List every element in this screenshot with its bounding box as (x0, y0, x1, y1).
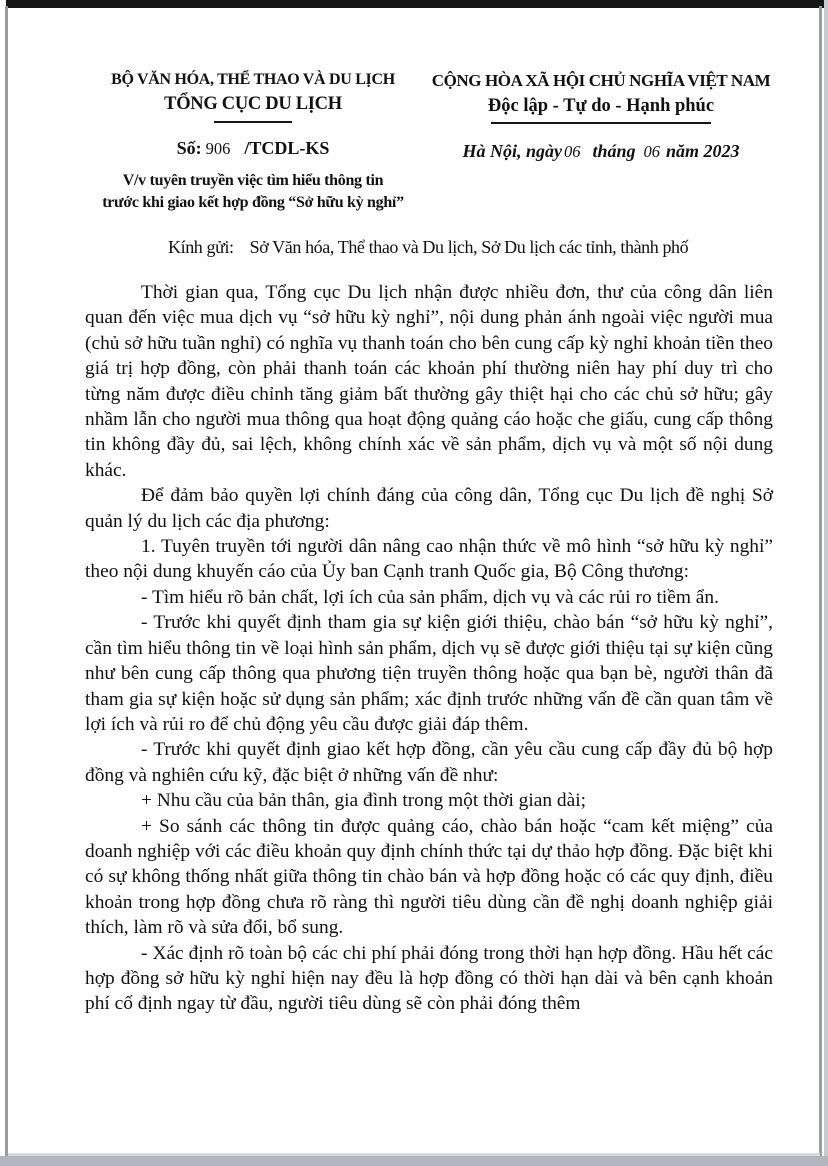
recipient-label: Kính gửi: (168, 237, 234, 257)
issuer-ministry: BỘ VĂN HÓA, THỂ THAO VÀ DU LỊCH (111, 71, 395, 88)
scan-border-bottom (0, 1156, 828, 1166)
body-paragraph: - Tìm hiểu rõ bản chất, lợi ích của sản phẩm, dịch vụ và các rủi ro tiềm ẩn. (141, 586, 719, 608)
document-number-label: Số: (176, 138, 202, 159)
document-number-suffix: /TCDL-KS (244, 138, 330, 159)
scan-border-left (5, 6, 8, 1158)
body-paragraph: + Nhu cầu của bản thân, gia đình trong một thời gian dài; (141, 790, 586, 812)
scan-border-right (819, 6, 822, 1158)
scan-border-top (6, 0, 824, 8)
recipient-value: Sở Văn hóa, Thể thao và Du lịch, Sở Du lịch các tỉnh, thành phố (249, 237, 689, 257)
recipient-line (168, 237, 808, 258)
place-and-date (420, 140, 782, 163)
document-subject-line2: trước khi giao kết hợp đồng “Sở hữu kỳ nghỉ” (102, 193, 404, 211)
body-paragraph: + So sánh các thông tin được quảng cáo, chào bán hoặc “cam kết miệng” của doanh nghiệp với các điều khoản quy định chính thức tại dự thảo hợp đồng. Đặc biệt khi có sự không thống nhất giữa thông tin chào bán và hợp đồng hoặc có các quy định, điều khoản trong hợp đồng chưa rõ ràng thì người tiêu dùng cần đề nghị doanh nghiệp giải thích, làm rõ và sửa đổi, bổ sung. (85, 815, 773, 939)
date-day: 06 (563, 142, 581, 162)
body-paragraph: - Trước khi quyết định tham gia sự kiện giới thiệu, chào bán “sở hữu kỳ nghỉ”, cần tìm hiểu thông tin về loại hình sản phẩm, dịch vụ sẽ được giới thiệu tại sự kiện cũng như bên cung cấp thông qua phương tiện truyền thông hoặc qua bạn bè, người thân đã tham gia sự kiện hoặc sử dụng sản phẩm; xác định trước những vấn đề cần quan tâm về lợi ích và rủi ro để chủ động yêu cầu được giải đáp thêm. (85, 612, 773, 735)
national-motto: Độc lập - Tự do - Hạnh phúc (487, 96, 715, 117)
body-paragraph: - Trước khi quyết định giao kết hợp đồng, cần yêu cầu cung cấp đầy đủ bộ hợp đồng và nghiên cứu kỹ, đặc biệt ở những vấn đề như: (85, 739, 773, 786)
date-year: năm 2023 (666, 141, 740, 162)
letter-body (85, 280, 773, 1017)
document-subject (88, 170, 418, 214)
issuer-agency: TỔNG CỤC DU LỊCH (164, 94, 342, 114)
issuer-block (88, 70, 418, 214)
document-subject-line1: V/v tuyên truyền việc tìm hiểu thông tin (122, 171, 384, 189)
body-paragraph: Thời gian qua, Tổng cục Du lịch nhận được nhiều đơn, thư của công dân liên quan đến việc mua dịch vụ “sở hữu kỳ nghỉ”, nội dung phản ánh ngoài việc người mua (chủ sở hữu tuần nghỉ) có nghĩa vụ thanh toán cho bên cung cấp kỳ nghỉ khoản tiền theo giá trị hợp đồng, còn phải thanh toán các khoản phí thường niên hay phí duy trì cho từng năm được điều chỉnh tăng giảm bất thường gây thiệt hại cho các chủ sở hữu; gây nhầm lẫn cho người mua thông qua hoạt động quảng cáo hoặc che giấu, cung cấp thông tin không đầy đủ, sai lệch, không chính xác về sản phẩm, dịch vụ và một số nội dung khác. (85, 282, 773, 481)
body-paragraph: - Xác định rõ toàn bộ các chi phí phải đóng trong thời hạn hợp đồng. Hầu hết các hợp đồng sở hữu kỳ nghỉ hiện nay đều là hợp đồng có thời hạn dài và bên cạnh khoản phí cố định ngay từ đầu, người tiêu dùng sẽ còn phải đóng thêm (85, 942, 773, 1015)
issuer-underline (214, 121, 292, 123)
national-header-block (420, 70, 782, 163)
place-date-prefix: Hà Nội, ngày (462, 141, 562, 162)
document-number (88, 137, 418, 160)
scan-border-right-outer (824, 0, 828, 1166)
document-number-value: 906 (205, 139, 231, 159)
body-paragraph: 1. Tuyên truyền tới người dân nâng cao nhận thức về mô hình “sở hữu kỳ nghỉ” theo nội dung khuyến cáo của Ủy ban Cạnh tranh Quốc gia, Bộ Công thương: (85, 536, 773, 583)
country-name: CỘNG HÒA XÃ HỘI CHỦ NGHĨA VIỆT NAM (431, 71, 771, 90)
motto-underline (491, 122, 711, 124)
date-month: 06 (643, 142, 661, 162)
body-paragraph: Để đảm bảo quyền lợi chính đáng của công dân, Tổng cục Du lịch đề nghị Sở quản lý du lịch các địa phương: (85, 485, 773, 532)
date-month-label: tháng (592, 141, 636, 162)
